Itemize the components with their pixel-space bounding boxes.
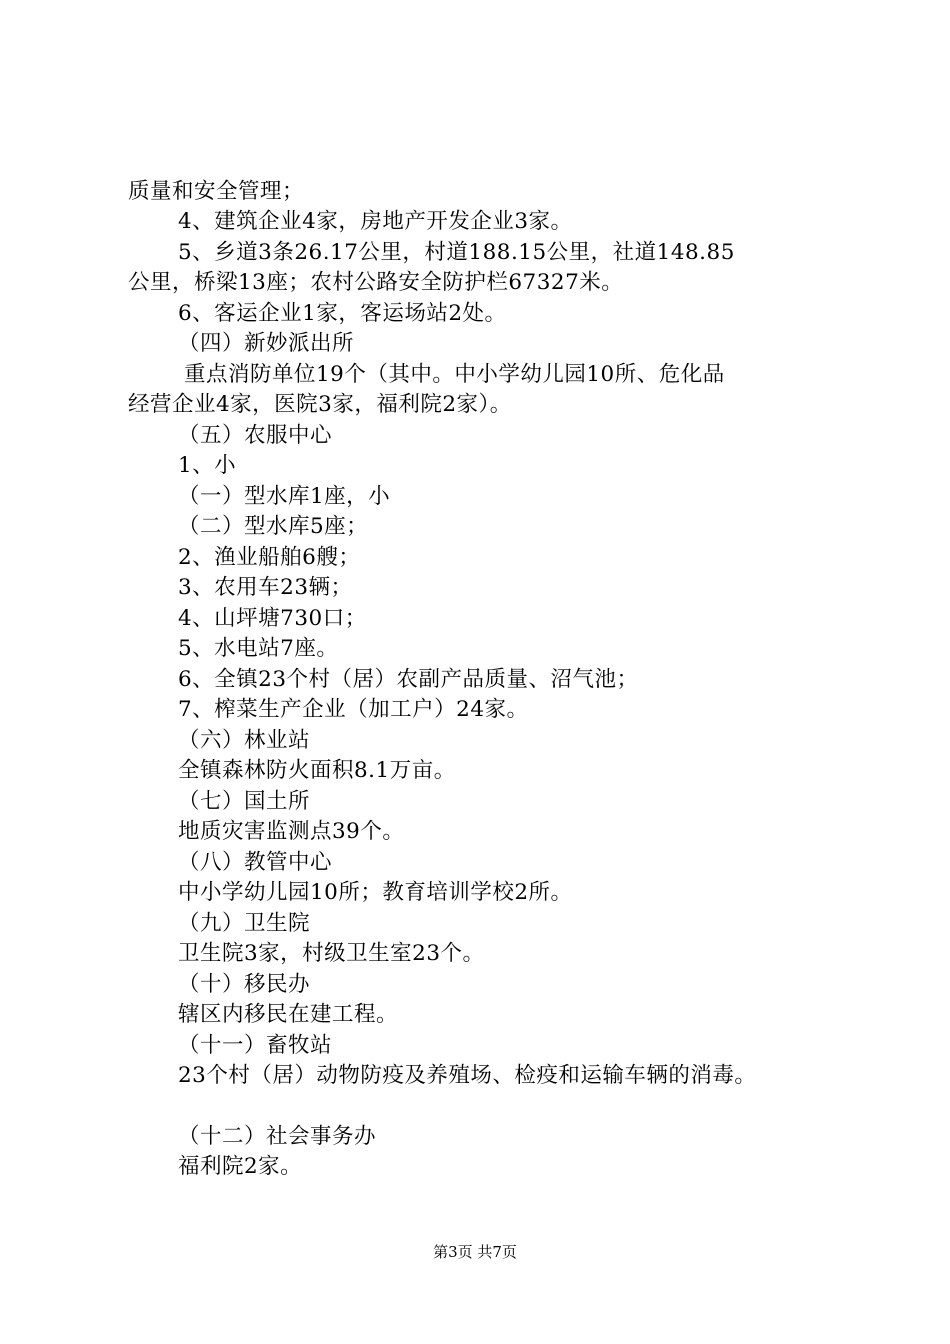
section-heading: （十二）社会事务办 [178,1124,377,1149]
text-line: 5、水电站7座。 [178,636,339,661]
section-heading: （六）林业站 [178,728,311,753]
section-heading: （十一）畜牧站 [178,1033,333,1058]
text-line: 公里，桥梁13座；农村公路安全防护栏67327米。 [128,270,624,295]
text-line: （一）型水库1座，小 [178,484,391,509]
text-line: 6、客运企业1家，客运场站2处。 [178,301,507,326]
text-line: 卫生院3家，村级卫生室23个。 [178,941,485,966]
section-heading: （九）卫生院 [178,911,311,936]
section-heading: （四）新妙派出所 [178,331,355,356]
text-line: （二）型水库5座； [178,514,369,539]
section-heading: （七）国土所 [178,789,311,814]
section-heading: （五）农服中心 [178,423,333,448]
text-line: 2、渔业船舶6艘； [178,545,361,570]
section-heading: （八）教管中心 [178,850,333,875]
text-line: 4、山坪塘730口； [178,606,367,631]
text-line: 4、建筑企业4家，房地产开发企业3家。 [178,209,573,234]
text-line: 辖区内移民在建工程。 [178,1002,399,1027]
text-line: 5、乡道3条26.17公里，村道188.15公里，社道148.85 [178,240,735,265]
text-line: 中小学幼儿园10所；教育培训学校2所。 [178,880,573,905]
section-heading: （十）移民办 [178,972,311,997]
text-line: 福利院2家。 [178,1154,303,1179]
text-line: 经营企业4家，医院3家，福利院2家）。 [128,392,512,417]
text-line: 重点消防单位19个（其中。中小学幼儿园10所、危化品 [184,362,725,387]
text-line: 地质灾害监测点39个。 [178,819,405,844]
text-line: 质量和安全管理； [128,179,305,204]
page-footer: 第3页 共7页 [433,1243,517,1261]
text-line: 6、全镇23个村（居）农副产品质量、沼气池； [178,667,639,692]
text-line: 23个村（居）动物防疫及养殖场、检疫和运输车辆的消毒。 [178,1063,757,1088]
text-line: 7、榨菜生产企业（加工户）24家。 [178,697,529,722]
text-line: 全镇森林防火面积8.1万亩。 [178,758,456,783]
text-line: 3、农用车23辆； [178,575,353,600]
text-line: 1、小 [178,453,237,478]
